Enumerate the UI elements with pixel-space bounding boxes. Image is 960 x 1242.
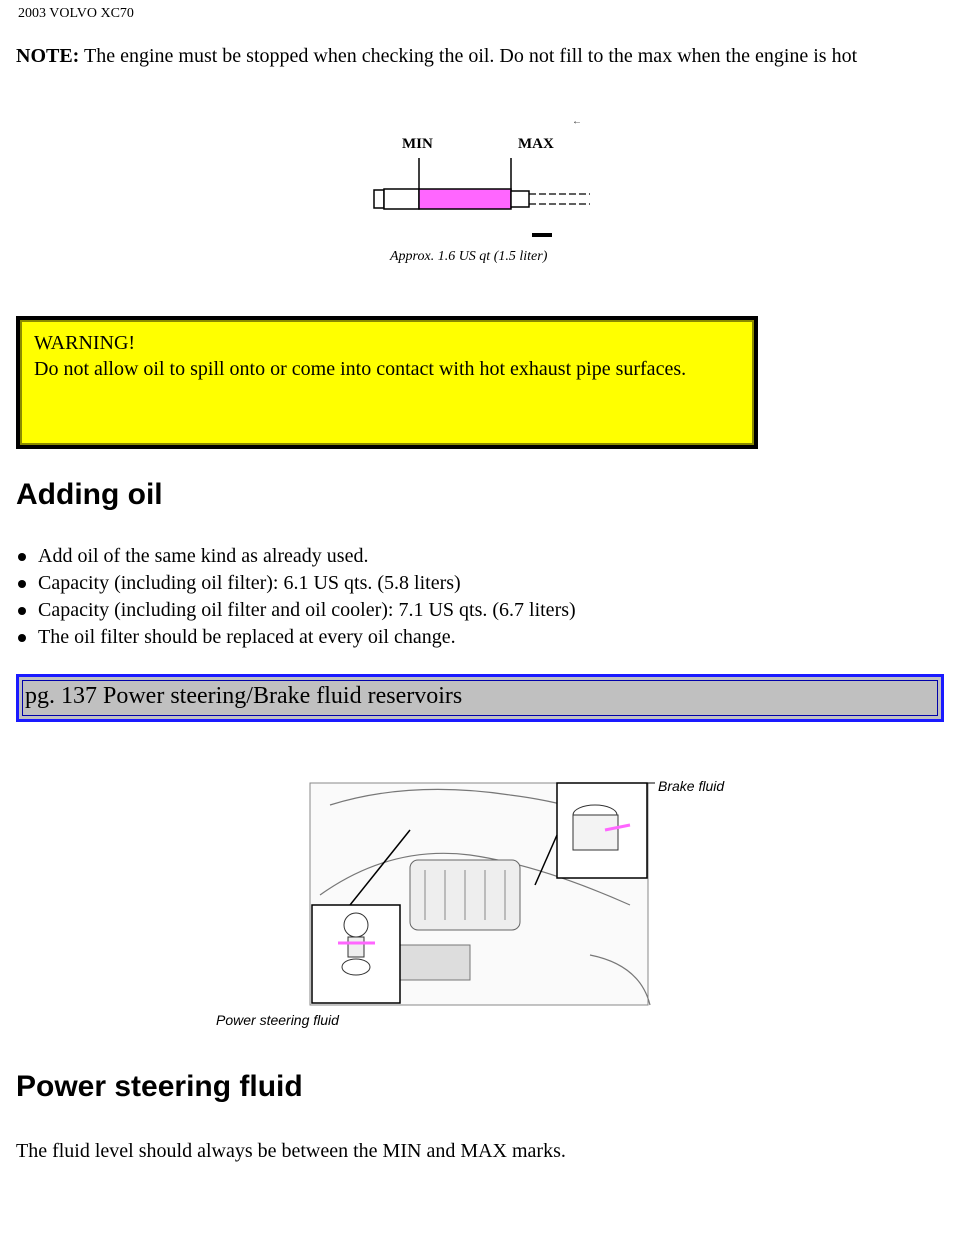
warning-title: WARNING! [34,332,136,354]
dipstick-dash-mark [532,233,552,237]
power-steering-heading: Power steering fluid [16,1070,303,1103]
bullet-icon [18,607,26,615]
engine-bay-figure [210,775,750,1035]
adding-oil-heading: Adding oil [16,478,163,511]
dipstick-caption: Approx. 1.6 US qt (1.5 liter) [390,249,548,264]
power-steering-text: The fluid level should always be between the MIN and MAX marks. [16,1140,566,1162]
dipstick-max-label: MAX [518,136,554,152]
adding-oil-list [16,543,916,651]
document-header: 2003 VOLVO XC70 [18,6,134,21]
dipstick-handle [374,190,384,208]
warning-box [16,316,758,449]
page-section-title: pg. 137 Power steering/Brake fluid reservoirs [25,683,463,709]
grille [390,945,470,980]
bullet-icon [18,634,26,642]
note-label: NOTE: [16,45,80,67]
list-item: Capacity (including oil filter and oil cooler): 7.1 US qts. (6.7 liters) [16,597,916,624]
warning-text: Do not allow oil to spill onto or come into contact with hot exhaust pipe surfaces. [34,358,687,380]
dipstick-figure [360,112,600,272]
bullet-icon [18,553,26,561]
dipstick-body-left [384,189,419,209]
list-item: The oil filter should be replaced at every oil change. [16,624,916,651]
note-paragraph [16,42,926,70]
power-steering-label: Power steering fluid [216,1012,339,1028]
bullet-icon [18,580,26,588]
note-text: The engine must be stopped when checking the oil. Do not fill to the max when the engine is hot [83,45,858,67]
dipstick-oil-range [419,189,511,209]
list-item: Capacity (including oil filter): 6.1 US qts. (5.8 liters) [16,570,916,597]
arrow-mark: ← [572,116,582,127]
page-section-bar [16,674,944,722]
dipstick-body-right [511,191,529,207]
brake-fluid-label: Brake fluid [658,778,725,794]
dipstick-min-label: MIN [402,136,433,152]
list-item: Add oil of the same kind as already used. [16,543,916,570]
